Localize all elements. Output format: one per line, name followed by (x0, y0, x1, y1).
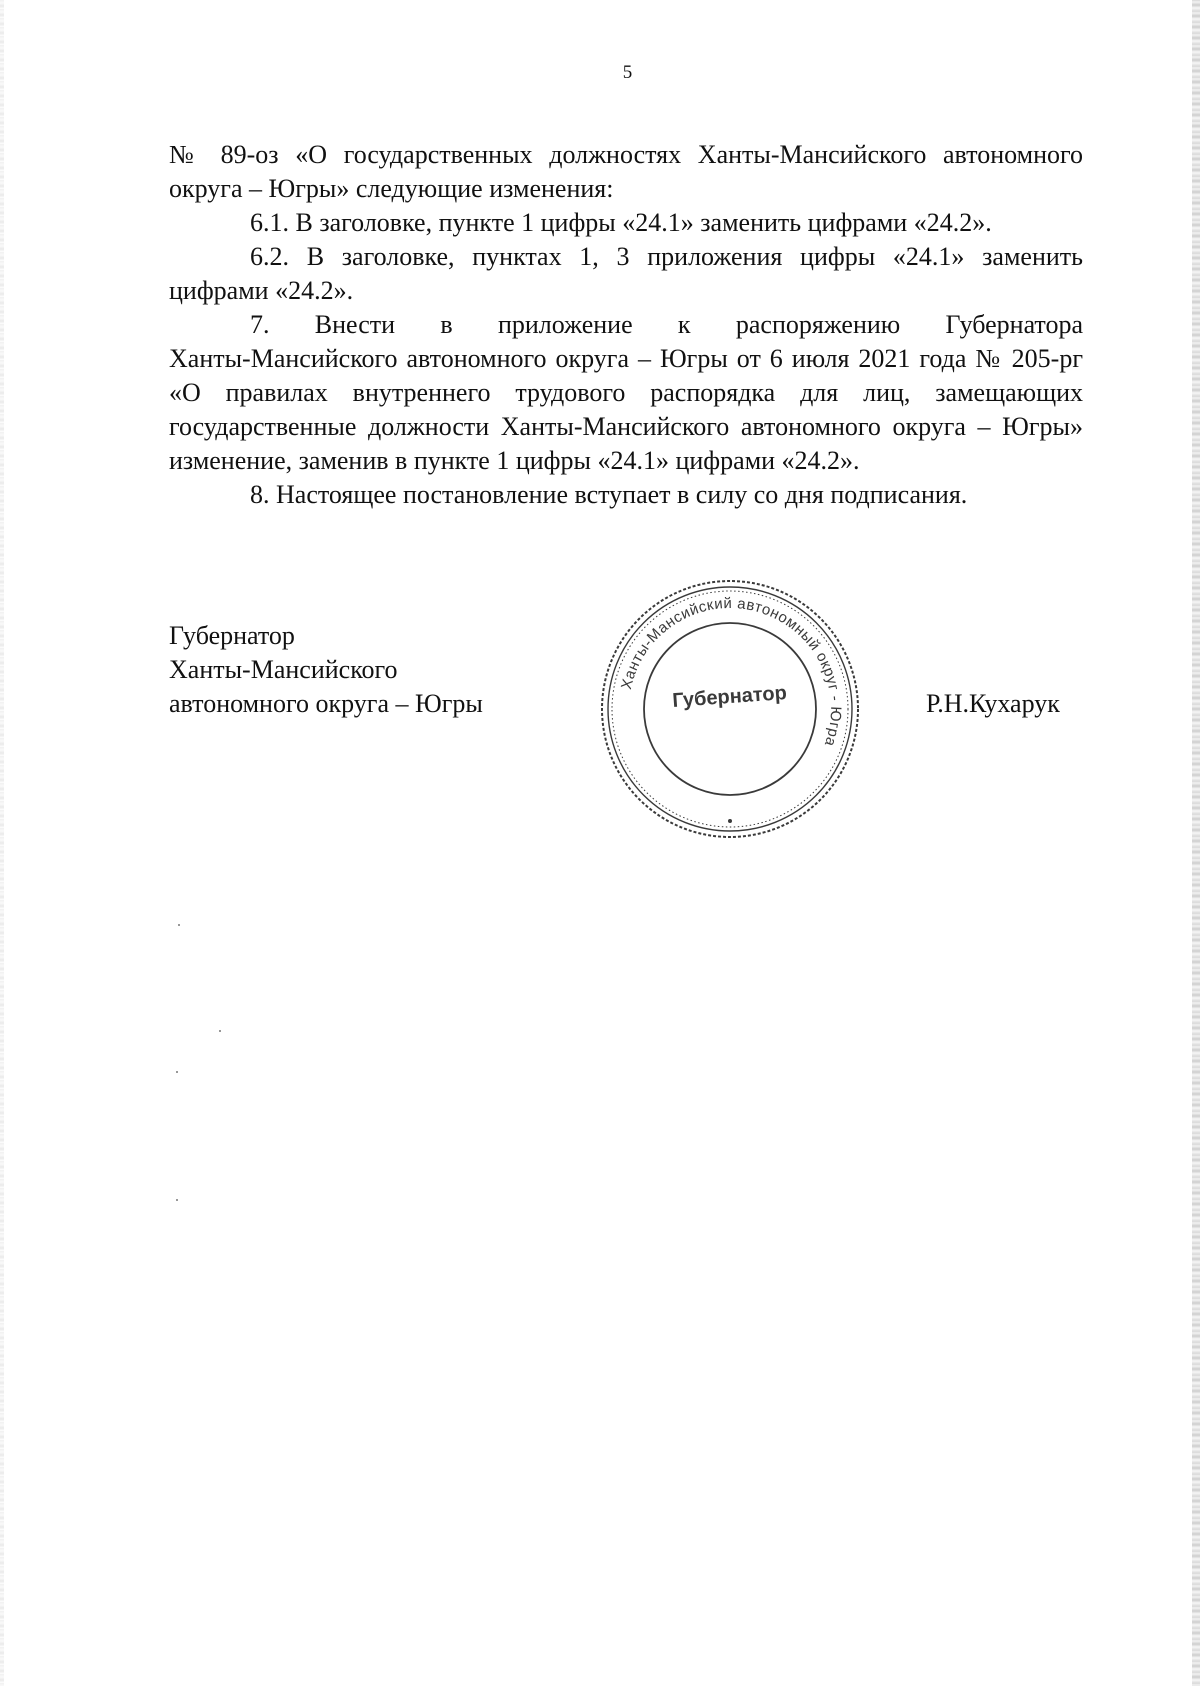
scan-speck (176, 1199, 178, 1201)
document-body (169, 138, 1083, 512)
signer-title-line-3: автономного округа – Югры (169, 689, 483, 718)
signer-title-line-2: Ханты-Мансийского (169, 655, 398, 684)
scan-edge-left (0, 0, 4, 1686)
signer-title (169, 619, 483, 721)
paragraph-7-first-line: 7. Внести в приложение к распоряжению Губернатора (250, 310, 1083, 339)
scan-speck (176, 1071, 178, 1073)
paragraph-6-1: 6.1. В заголовке, пункте 1 цифры «24.1» заменить цифрами «24.2». (250, 208, 992, 237)
page-number: 5 (622, 62, 633, 83)
seal-ring (602, 581, 858, 837)
seal-bottom-star (728, 819, 732, 823)
official-seal (595, 574, 865, 844)
signer-name: Р.Н.Кухарук (926, 689, 1060, 718)
seal-center-text: Губернатор (671, 682, 788, 712)
paragraph-6-2: 6.2. В заголовке, пунктах 1, 3 приложения цифры «24.1» заменить цифрами «24.2». (169, 242, 1083, 305)
seal-ring-text: Ханты-Мансийский автономный округ - Югра (618, 594, 845, 749)
scan-speck (219, 1030, 221, 1032)
scan-speck (178, 924, 180, 926)
signer-title-line-1: Губернатор (169, 621, 295, 650)
paragraph-7-continuation: Ханты-Мансийского автономного округа – Югры от 6 июля 2021 года № 205-рг «О правилах внутреннего трудового распорядка для лиц, замещающих государственные должности Ханты-Мансийского автономного округа – Югры» изменение, заменив в пункте 1 цифры «24.1» цифрами «24.2». (169, 344, 1083, 475)
paragraph-law-reference: № 89-оз «О государственных должностях Ханты-Мансийского автономного округа – Югры» следующие изменения: (169, 140, 1083, 203)
paragraph-8: 8. Настоящее постановление вступает в силу со дня подписания. (250, 480, 968, 509)
scan-edge-right (1192, 0, 1200, 1686)
